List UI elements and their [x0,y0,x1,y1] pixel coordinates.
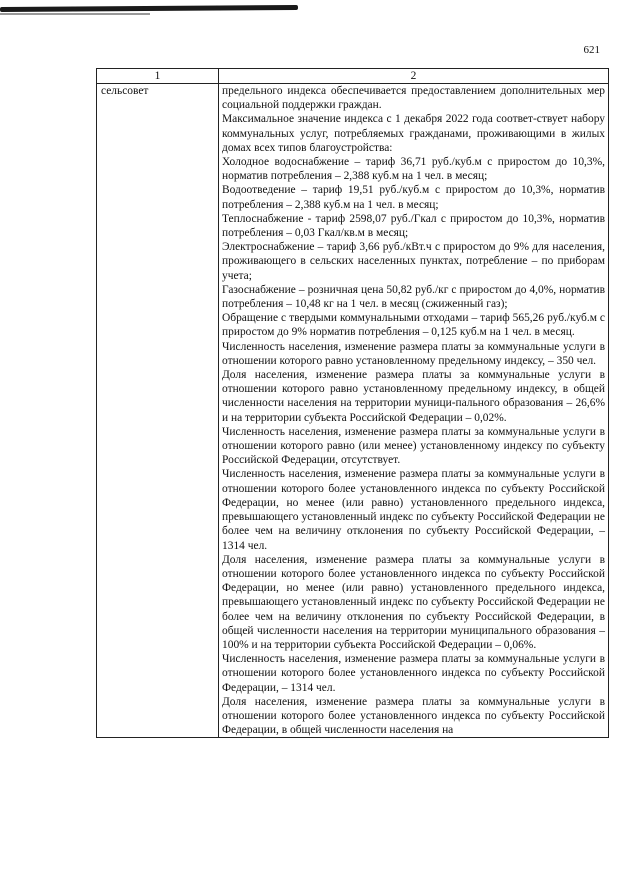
paragraph: Численность населения, изменение размера платы за коммунальные услуги в отношении которого более установленного индекса по субъекту Российской Федерации, – 1314 чел. [222,653,605,694]
row-label-cell: сельсовет [97,84,219,738]
paragraph: Теплоснабжение - тариф 2598,07 руб./Гкал с приростом до 10,3%, норматив потребления – 0,03 Гкал/кв.м в месяц; [222,212,605,240]
column-header-2: 2 [219,69,609,84]
paragraph: Доля населения, изменение размера платы за коммунальные услуги в отношении которого более установленного индекса по субъекту Российской Федерации, но менее (или равно) установленного предельного индекса, превышающего установленный индекс по субъекту Российской Федерации не более чем на величину отклонения по субъекту Российской Федерации, в общей численности населения на территории муниципального образования – 100% и на территории субъекта Российской Федерации – 0,06%. [222,553,605,651]
paragraph: Газоснабжение – розничная цена 50,82 руб./кг с приростом до 4,0%, норматив потребления – 10,48 кг на 1 чел. в месяц (сжиженный газ); [222,283,605,311]
paragraph: Доля населения, изменение размера платы за коммунальные услуги в отношении которого более установленного индекса по субъекту Российской Федерации, в общей численности населения на [222,695,605,737]
paragraph: Численность населения, изменение размера платы за коммунальные услуги в отношении которого равно установленному предельному индексу, – 350 чел. [222,340,605,367]
paragraph: Электроснабжение – тариф 3,66 руб./кВт.ч с приростом до 9% для населения, проживающего в сельских населенных пунктах, потребление – по приборам учета; [222,241,605,282]
scan-artifact-bar [0,5,298,12]
paragraph: Доля населения, изменение размера платы за коммунальные услуги в отношении которого равно установленному предельному индексу, в общей численности населения на территории муници-пального образования – 26,6% и на территории субъекта Российской Федерации – 0,02%. [222,369,605,424]
paragraph: Численность населения, изменение размера платы за коммунальные услуги в отношении которого более установленного индекса по субъекту Российской Федерации, но менее (или равно) установленного предельного индекса, превышающего установленный индекс по субъекту Российской Федерации не более чем на величину отклонения по субъекту Российской Федерации, – 1314 чел. [222,468,605,552]
paragraph: Максимальное значение индекса с 1 декабря 2022 года соответ-ствует набору коммунальных услуг, потребляемых гражданами, проживающими в жилых домах всех типов благоустройства: [222,113,605,154]
paragraph: Обращение с твердыми коммунальными отходами – тариф 565,26 руб./куб.м с приростом до 9% норматив потребления – 0,125 куб.м на 1 чел. в месяц. [222,312,605,339]
row-content-cell [219,84,609,738]
paragraph: Водоотведение – тариф 19,51 руб./куб.м с приростом до 10,3%, норматив потребления – 2,388 куб.м на 1 чел. в месяц; [222,184,605,211]
table-row [97,84,609,738]
scan-artifact-line [0,13,150,15]
paragraph: предельного индекса обеспечивается предоставлением дополнительных мер социальной поддержки граждан. [222,85,605,112]
paragraph: Холодное водоснабжение – тариф 36,71 руб./куб.м с приростом до 10,3%, норматив потребления – 2,388 куб.м на 1 чел. в месяц; [222,156,605,183]
document-table [96,68,609,738]
column-header-1: 1 [97,69,219,84]
page-number: 621 [583,44,600,56]
paragraph: Численность населения, изменение размера платы за коммунальные услуги в отношении которого равно (или менее) установленному индексу по субъекту Российской Федерации, отсутствует. [222,425,605,467]
table-header-row [97,69,609,84]
